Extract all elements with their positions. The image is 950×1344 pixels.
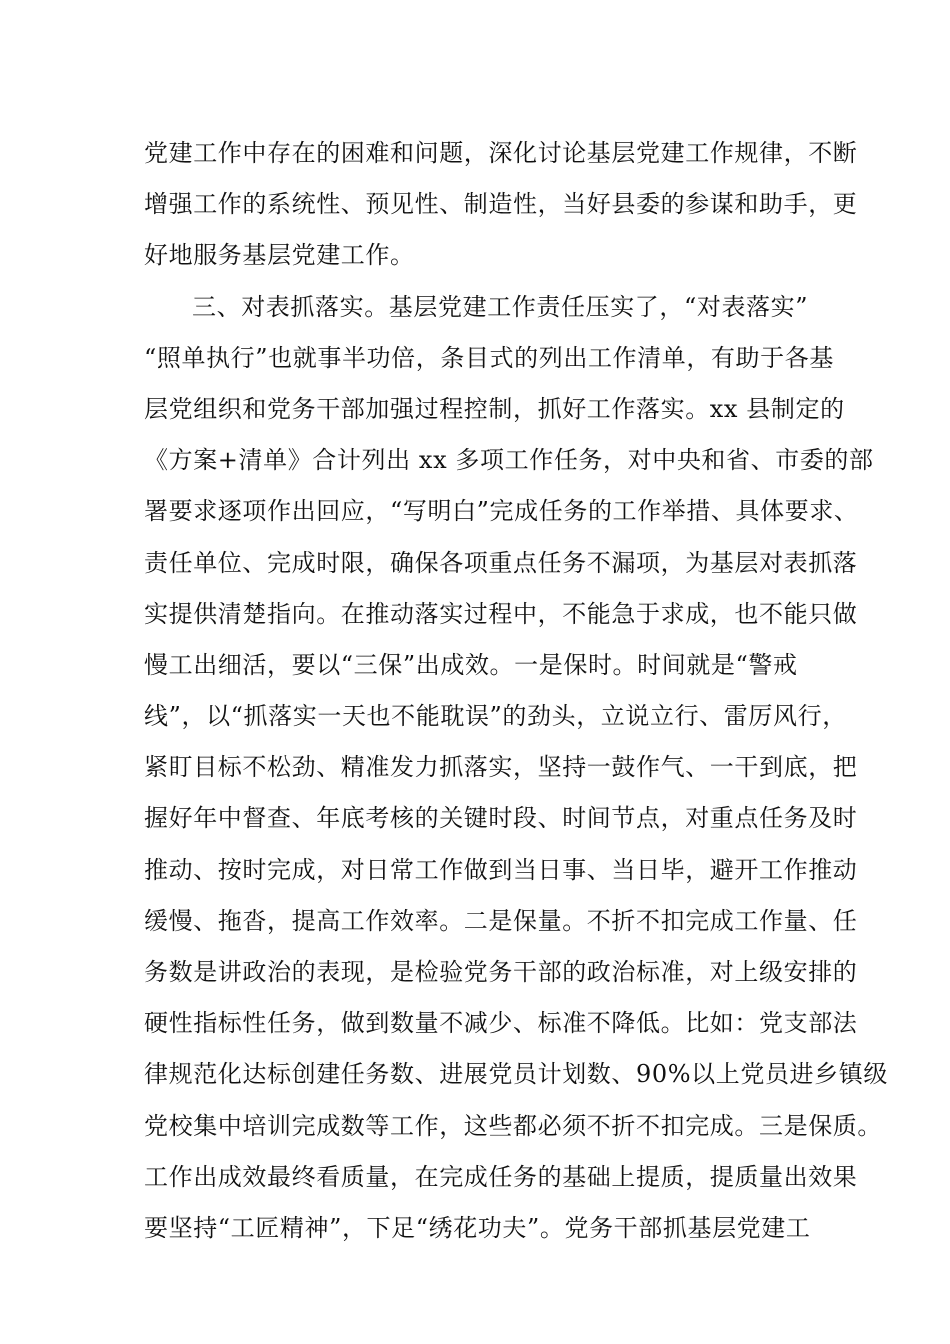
text-line [0,691,950,742]
section-heading-line [0,282,950,333]
text-line [0,589,950,640]
text-line [0,435,950,486]
text-line-content: 线”，以“抓落实一天也不能耽误”的劲头，立说立行、雷厉风行， [144,702,847,731]
text-line [0,384,950,435]
text-line-content: 责任单位、完成时限，确保各项重点任务不漏项，为基层对表抓落 [144,548,858,577]
text-line [0,128,950,179]
text-line-content: “照单执行”也就事半功倍，条目式的列出工作清单，有助于各基 [144,343,834,372]
text-line [0,1152,950,1203]
text-line [0,742,950,793]
text-line-content: 三、对表抓落实。基层党建工作责任压实了，“对表落实” [192,292,809,321]
text-line-content: 署要求逐项作出回应，“写明白”完成任务的工作举措、具体要求、 [144,497,859,526]
text-line [0,947,950,998]
body-text [0,128,950,1254]
text-line-content: 工作出成效最终看质量，在完成任务的基础上提质，提质量出效果 [144,1162,858,1191]
text-line-content: 增强工作的系统性、预见性、制造性，当好县委的参谋和助手，更 [144,190,858,219]
text-line [0,333,950,384]
text-line [0,1203,950,1254]
text-line-content: 紧盯目标不松劲、精准发力抓落实，坚持一鼓作气、一干到底，把 [144,753,858,782]
text-line [0,538,950,589]
text-line [0,793,950,844]
text-line-content: 党建工作中存在的困难和问题，深化讨论基层党建工作规律，不断 [144,139,858,167]
text-line [0,230,950,281]
text-line-content: 实提供清楚指向。在推动落实过程中，不能急于求成，也不能只做 [144,599,858,628]
text-line-content: 层党组织和党务干部加强过程控制，抓好工作落实。xx 县制定的 [144,394,845,423]
text-line [0,1101,950,1152]
text-line-content: 《方案+清单》合计列出 xx 多项工作任务，对中央和省、市委的部 [144,446,874,475]
text-line-content: 好地服务基层党建工作。 [144,241,415,270]
text-line-content: 握好年中督查、年底考核的关键时段、时间节点，对重点任务及时 [144,804,858,833]
text-line-content: 缓慢、拖沓，提高工作效率。二是保量。不折不扣完成工作量、任 [144,906,858,935]
text-line [0,486,950,537]
text-line-content: 推动、按时完成，对日常工作做到当日事、当日毕，避开工作推动 [144,855,858,884]
text-line-content: 要坚持“工匠精神”，下足“绣花功夫”。党务干部抓基层党建工 [144,1213,811,1242]
text-line [0,1049,950,1100]
text-line-content: 慢工出细活，要以“三保”出成效。一是保时。时间就是“警戒 [144,650,798,679]
text-line-content: 党校集中培训完成数等工作，这些都必须不折不扣完成。三是保质。 [144,1111,882,1140]
text-line [0,896,950,947]
text-line [0,179,950,230]
text-line-content: 律规范化达标创建任务数、进展党员计划数、90%以上党员进乡镇级 [144,1060,888,1089]
text-line-content: 硬性指标性任务，做到数量不减少、标准不降低。比如：党支部法 [144,1009,858,1038]
text-line [0,845,950,896]
text-line [0,640,950,691]
text-line [0,998,950,1049]
text-line-content: 务数是讲政治的表现，是检验党务干部的政治标准，对上级安排的 [144,958,858,986]
